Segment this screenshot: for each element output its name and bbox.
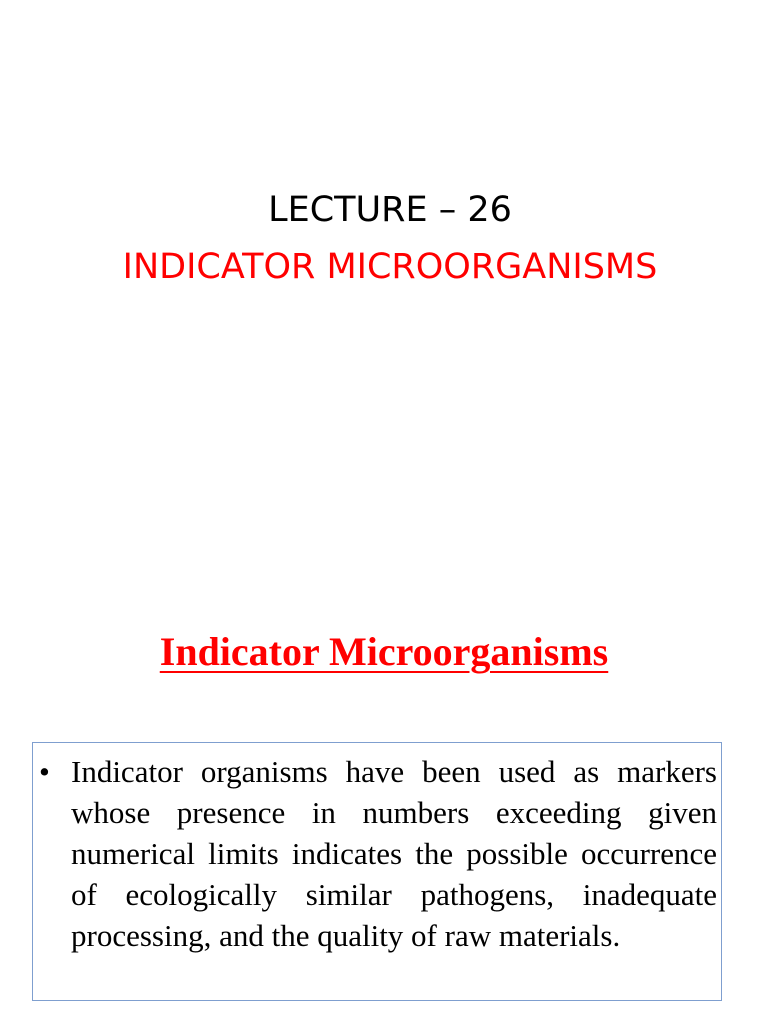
section-heading: Indicator Microorganisms (159, 629, 609, 674)
content-box (32, 742, 722, 1001)
bullet-icon: • (39, 754, 50, 789)
lecture-topic: INDICATOR MICROORGANISMS (122, 247, 658, 287)
lecture-number: LECTURE – 26 (268, 190, 512, 230)
bullet-text: Indicator organisms have been used as markers whose presence in numbers exceeding given numerical limits indicates the possible occurrence of ecologically similar pathogens, inadequate processing, and the quality of raw materials. (71, 754, 717, 953)
